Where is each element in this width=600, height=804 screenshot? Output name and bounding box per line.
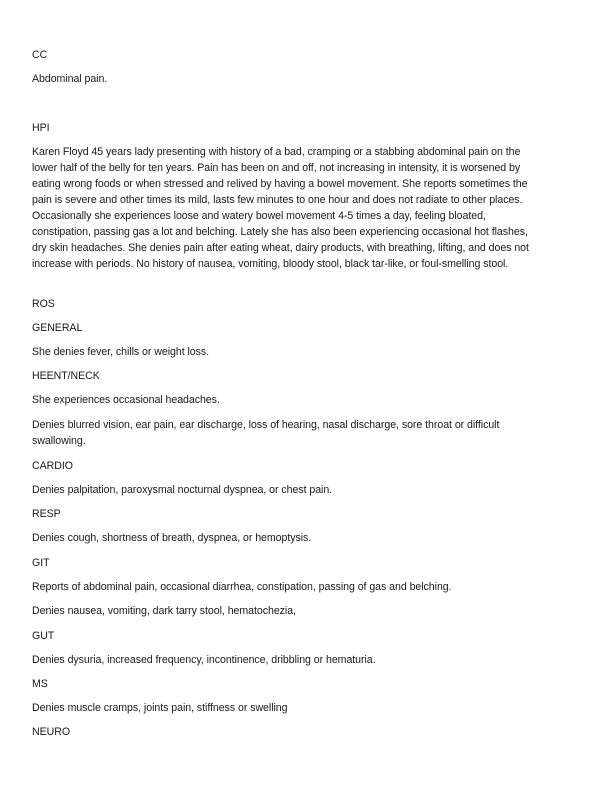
git-text-2: Denies nausea, vomiting, dark tarry stool, hematochezia,: [32, 605, 296, 617]
hpi-heading: HPI: [32, 122, 50, 134]
ms-heading: MS: [32, 678, 48, 690]
general-heading: GENERAL: [32, 322, 83, 334]
cardio-heading: CARDIO: [32, 460, 73, 472]
heent-text-1: She experiences occasional headaches.: [32, 394, 220, 406]
gut-text: Denies dysuria, increased frequency, incontinence, dribbling or hematuria.: [32, 654, 376, 666]
heent-heading: HEENT/NECK: [32, 370, 100, 382]
document-page: [32, 0, 552, 804]
cc-heading: CC: [32, 49, 48, 61]
resp-text: Denies cough, shortness of breath, dyspnea, or hemoptysis.: [32, 532, 312, 544]
ms-text: Denies muscle cramps, joints pain, stiffness or swelling: [32, 702, 288, 714]
hpi-text: Karen Floyd 45 years lady presenting with history of a bad, cramping or a stabbing abdominal pain on the lower half of the belly for ten years. Pain has been on and off, not increasing in intensity, it is worsened by eating wrong foods or when stressed and relived by having a bowel movement. She reports sometimes the pain is severe and other times its mild, lasts few minutes to one hour and does not radiate to other places. Occasionally she experiences loose and watery bowel movement 4-5 times a day, feeling bloated, constipation, passing gas a lot and belching. Lately she has also been experiencing occasional hot flashes, dry skin headaches. She denies pain after eating wheat, dairy products, with breathing, lifting, and does not increase with periods. No history of nausea, vomiting, bloody stool, black tar-like, or foul-smelling stool.: [32, 146, 529, 270]
cardio-text: Denies palpitation, paroxysmal nocturnal dyspnea, or chest pain.: [32, 484, 333, 496]
cc-text: Abdominal pain.: [32, 73, 108, 85]
ros-heading: ROS: [32, 298, 55, 310]
resp-heading: RESP: [32, 508, 61, 520]
neuro-heading: NEURO: [32, 726, 71, 738]
git-text-1: Reports of abdominal pain, occasional diarrhea, constipation, passing of gas and belching.: [32, 581, 452, 593]
gut-heading: GUT: [32, 630, 55, 642]
heent-text-2: Denies blurred vision, ear pain, ear discharge, loss of hearing, nasal discharge, sore throat or difficult swallowing.: [32, 419, 500, 447]
git-heading: GIT: [32, 557, 50, 569]
general-text: She denies fever, chills or weight loss.: [32, 346, 210, 358]
